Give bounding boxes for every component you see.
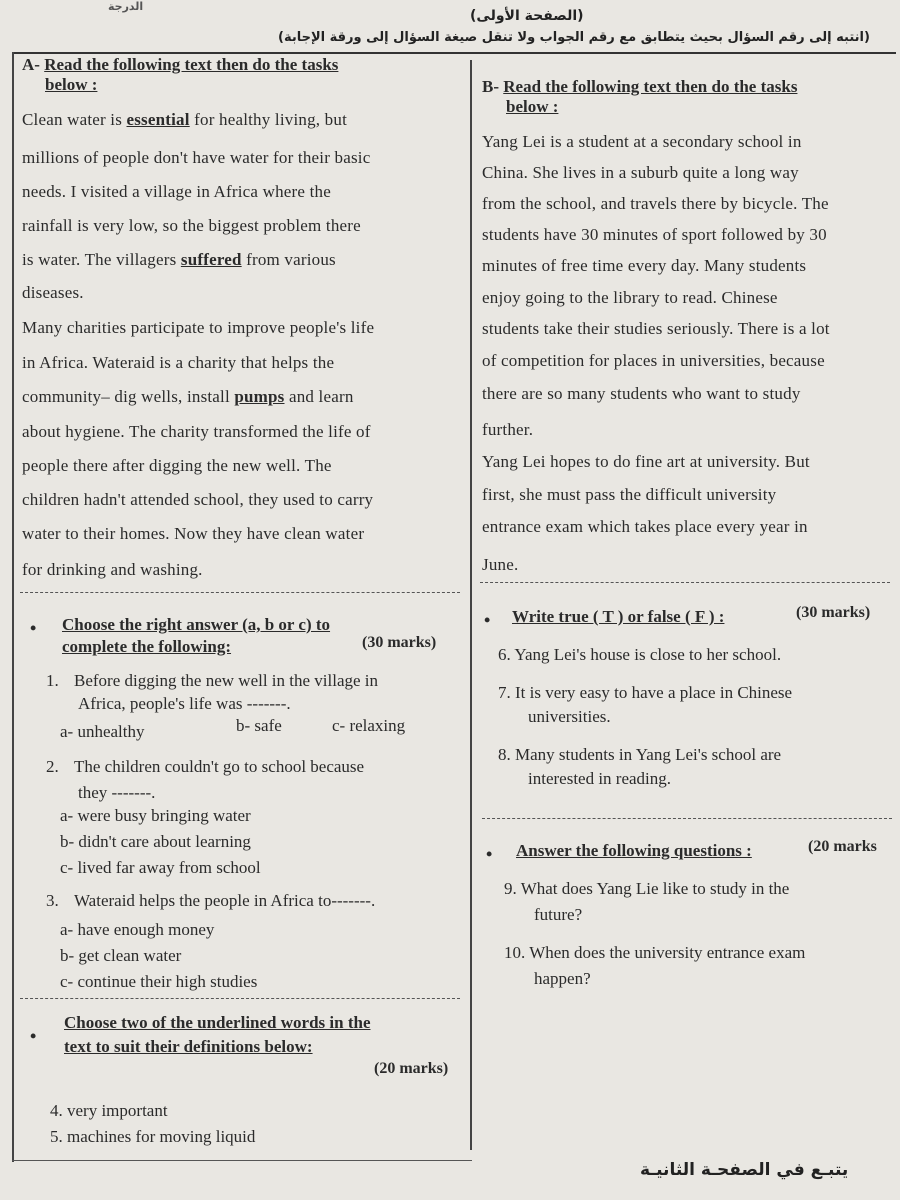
passage-b-line: there are so many students who want to study <box>482 384 801 403</box>
q2-option-a: a- were busy bringing water <box>60 806 251 825</box>
header-note: (انتبه إلى رقم السؤال بحيث يتطابق مع رقم الجواب ولا تنقل صيغة السؤال إلى ورقة الإجابة) <box>278 30 870 45</box>
question-9-line2: future? <box>534 905 583 924</box>
task-b1-title: Write true ( T ) or false ( F ) : <box>512 607 725 626</box>
passage-a-line: people there after digging the new well. The <box>22 456 332 475</box>
q3-option-c: c- continue their high studies <box>60 972 258 991</box>
grade-label: الدرجة <box>108 0 144 13</box>
page-label: (الصفحة الأولى) <box>470 8 584 24</box>
task-a2-title-line2: text to suit their definitions below: <box>64 1037 313 1056</box>
section-a-heading-line1: Read the following text then do the tasks <box>44 55 339 74</box>
passage-a-line: rainfall is very low, so the biggest problem there <box>22 216 361 235</box>
question-7-line2: universities. <box>528 707 611 726</box>
passage-b-line: China. She lives in a suburb quite a long way <box>482 163 799 182</box>
passage-a-line <box>22 110 347 130</box>
question-number: 3. <box>46 891 59 910</box>
passage-b-line: of competition for places in universities, because <box>482 351 825 370</box>
question-text: The children couldn't go to school because <box>74 757 365 776</box>
passage-b-line: enjoy going to the library to read. Chinese <box>482 288 778 307</box>
q2-option-c: c- lived far away from school <box>60 858 261 877</box>
question-number: 1. <box>46 671 59 690</box>
underlined-word-pumps: pumps <box>234 387 285 406</box>
passage-b-line: Yang Lei is a student at a secondary school in <box>482 132 802 151</box>
bullet-icon: • <box>484 610 491 630</box>
passage-a-line: needs. I visited a village in Africa where the <box>22 182 331 201</box>
divider-dashed <box>482 818 892 819</box>
column-divider <box>470 60 472 1150</box>
divider-dashed <box>20 998 460 999</box>
passage-a-line: Many charities participate to improve people's life <box>22 318 375 337</box>
bullet-icon: • <box>30 1026 37 1046</box>
continue-next-page-note: يتبـع في الصفحـة الثانيـة <box>640 1160 849 1180</box>
passage-b-line: first, she must pass the difficult university <box>482 485 777 504</box>
section-b-heading-line2-wrap <box>506 96 558 118</box>
section-a-prefix: A- <box>22 55 45 74</box>
question-3 <box>46 890 375 912</box>
question-10-line2: happen? <box>534 969 591 988</box>
task-b2-title: Answer the following questions : <box>516 841 752 860</box>
q3-option-a: a- have enough money <box>60 920 215 939</box>
passage-b-line: Yang Lei hopes to do fine art at university. But <box>482 452 810 471</box>
question-2 <box>46 756 364 778</box>
section-b-heading <box>482 76 797 98</box>
passage-a-text: is water. The villagers <box>22 250 181 269</box>
passage-a-line <box>22 387 354 407</box>
underlined-word-essential: essential <box>126 110 190 129</box>
question-number: 2. <box>46 757 59 776</box>
frame-left-border <box>12 52 14 1162</box>
bullet-icon: • <box>486 844 493 864</box>
q1-option-a: a- unhealthy <box>60 722 145 741</box>
question-text: Wateraid helps the people in Africa to-------. <box>74 891 376 910</box>
q1-option-b: b- safe <box>236 716 282 735</box>
passage-b-line: students have 30 minutes of sport followed by 30 <box>482 225 827 244</box>
passage-a-text: for healthy living, but <box>189 110 347 129</box>
task-a1-title-line2: complete the following: <box>62 637 232 656</box>
passage-a-line: children hadn't attended school, they used to carry <box>22 490 374 509</box>
passage-b-line: entrance exam which takes place every year in <box>482 517 808 536</box>
question-6: 6. Yang Lei's house is close to her school. <box>498 645 782 664</box>
passage-b-line: minutes of free time every day. Many students <box>482 256 807 275</box>
question-5: 5. machines for moving liquid <box>50 1127 256 1146</box>
question-2-line2: they -------. <box>78 783 156 802</box>
task-a1-title-line1: Choose the right answer (a, b or c) to <box>62 615 331 634</box>
question-1-line2: Africa, people's life was -------. <box>78 694 291 713</box>
passage-a-line: diseases. <box>22 283 84 302</box>
divider-dashed <box>480 582 890 583</box>
passage-a-text: and learn <box>284 387 354 406</box>
section-b-heading-line2: below : <box>506 97 559 116</box>
underlined-word-suffered: suffered <box>180 250 242 269</box>
passage-b-line: from the school, and travels there by bicycle. The <box>482 194 829 213</box>
q2-option-b: b- didn't care about learning <box>60 832 251 851</box>
question-text: Before digging the new well in the village in <box>74 671 379 690</box>
task-a2-title-line1: Choose two of the underlined words in the <box>64 1013 371 1032</box>
question-10: 10. When does the university entrance exam <box>504 943 806 962</box>
question-7: 7. It is very easy to have a place in Chinese <box>498 683 793 702</box>
passage-a-line: millions of people don't have water for their basic <box>22 148 371 167</box>
passage-a-text: community– dig wells, install <box>22 387 235 406</box>
divider-dashed <box>20 592 460 593</box>
section-a-heading <box>22 54 338 76</box>
task-b2-marks: (20 marks <box>808 838 877 855</box>
bullet-icon: • <box>30 618 37 638</box>
passage-b-line: students take their studies seriously. There is a lot <box>482 319 830 338</box>
question-1 <box>46 670 378 692</box>
task-b1-marks: (30 marks) <box>796 604 871 621</box>
q3-option-b: b- get clean water <box>60 946 182 965</box>
question-8: 8. Many students in Yang Lei's school are <box>498 745 782 764</box>
passage-a-line: about hygiene. The charity transformed the life of <box>22 422 371 441</box>
section-a-heading-line2: below : <box>45 75 98 94</box>
passage-b-line: June. <box>482 555 519 574</box>
task-a1-marks: (30 marks) <box>362 634 437 651</box>
passage-a-line <box>22 250 336 270</box>
passage-a-line: water to their homes. Now they have clean water <box>22 524 365 543</box>
passage-a-line: in Africa. Wateraid is a charity that helps the <box>22 353 335 372</box>
section-a-heading-line2-wrap <box>45 74 97 96</box>
passage-a-text: Clean water is <box>22 110 127 129</box>
q1-option-c: c- relaxing <box>332 716 406 735</box>
task-a2-marks: (20 marks) <box>374 1060 449 1077</box>
question-9: 9. What does Yang Lie like to study in the <box>504 879 790 898</box>
section-b-prefix: B- <box>482 77 504 96</box>
passage-b-line: further. <box>482 420 534 439</box>
question-8-line2: interested in reading. <box>528 769 672 788</box>
passage-a-text: from various <box>241 250 336 269</box>
frame-bottom-border <box>12 1160 472 1161</box>
section-b-heading-line1: Read the following text then do the tasks <box>503 77 798 96</box>
question-4: 4. very important <box>50 1101 168 1120</box>
passage-a-line: for drinking and washing. <box>22 560 203 579</box>
